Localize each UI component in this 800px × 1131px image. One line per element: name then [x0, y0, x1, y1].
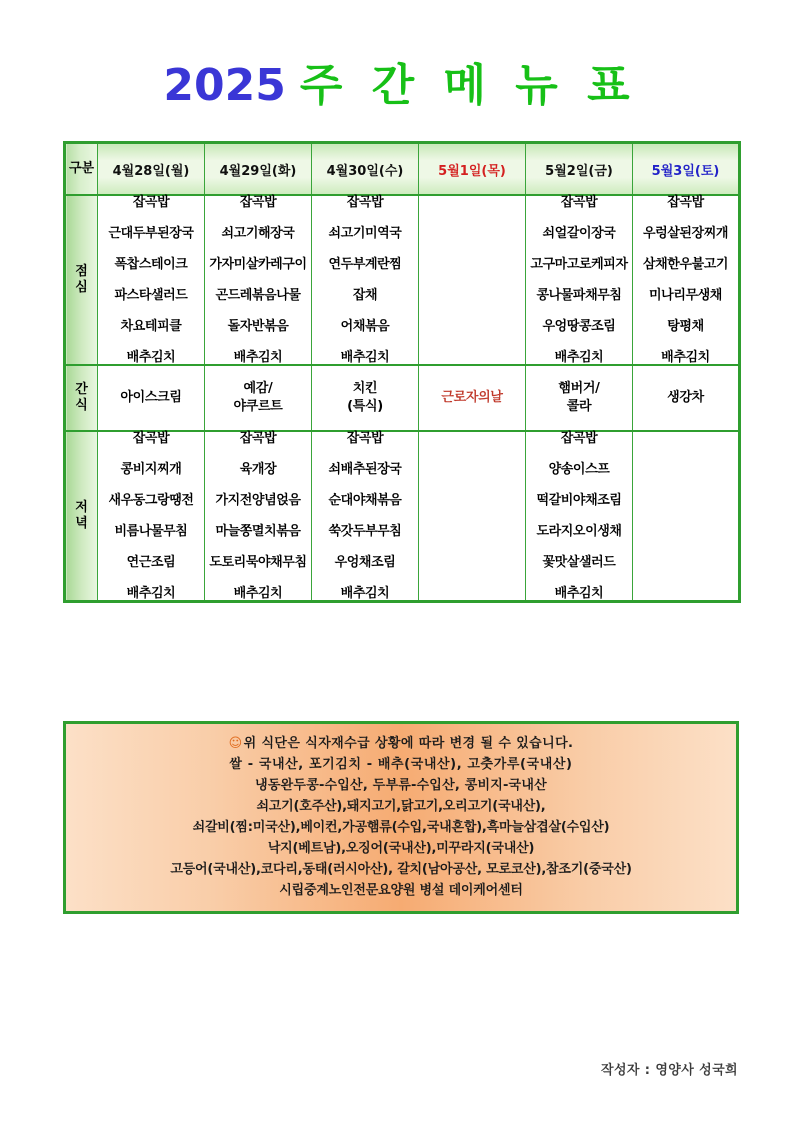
menu-note-box — [63, 721, 739, 914]
menu-cell — [98, 365, 205, 431]
dish-item: 잡곡밥 — [239, 195, 277, 210]
header-gubun: 구분 — [65, 143, 98, 196]
note-text: 위 식단은 식자재수급 상황에 따라 변경 될 수 있습니다. — [243, 736, 574, 751]
dish-item: 떡갈비야채조림 — [536, 493, 622, 508]
dish-item: 배추김치 — [126, 350, 176, 365]
dish-item: 배추김치 — [340, 586, 390, 601]
header-day-thu — [419, 143, 526, 196]
dish-item: 마늘쫑멸치볶음 — [215, 524, 301, 539]
note-line-4: 쇠갈비(찜:미국산),베이컨,가공햄류(수입,국내혼합),흑마늘삼겹살(수입산) — [192, 820, 610, 836]
dish-item: 순대야채볶음 — [328, 493, 402, 508]
snack-item: 햄버거/ — [558, 380, 600, 396]
dish-item: 비름나물무침 — [114, 524, 188, 539]
menu-cell — [312, 195, 419, 365]
section-label-text: 점심 — [75, 263, 88, 295]
section-label-2 — [65, 431, 98, 602]
day-label: 5월3일(토) — [651, 163, 720, 179]
weekly-menu-table — [63, 141, 741, 603]
snack-item: (특식) — [347, 399, 383, 414]
table-header-row — [65, 143, 740, 196]
note-line-7: 시립중계노인전문요양원 병설 데이케어센터 — [279, 883, 523, 899]
header-day-wed — [312, 143, 419, 196]
menu-cell — [419, 195, 526, 365]
day-label: 5월2일(금) — [545, 163, 613, 179]
dish-item: 쇠배추된장국 — [328, 462, 402, 477]
dish-item: 쇠고기미역국 — [328, 226, 402, 241]
menu-cell — [205, 195, 312, 365]
menu-cell — [98, 195, 205, 365]
dish-item: 가지전양념얹음 — [215, 493, 301, 508]
day-label: 4월30일(수) — [326, 163, 404, 179]
table-body — [65, 195, 740, 602]
dish-item: 곤드레볶음나물 — [215, 288, 301, 303]
menu-cell — [312, 431, 419, 602]
day-label: 4월28일(월) — [112, 163, 190, 179]
snack-item: 아이스크림 — [120, 389, 182, 405]
note-line-5: 낙지(베트남),오징어(국내산),미꾸라지(국내산) — [267, 841, 535, 857]
dish-item: 배추김치 — [554, 586, 604, 601]
header-day-mon — [98, 143, 205, 196]
dish-item: 우렁살된장찌개 — [642, 226, 729, 241]
day-label: 4월29일(화) — [219, 163, 297, 179]
title-main: 주 간 메 뉴 표 — [299, 60, 637, 111]
dish-item: 돌자반볶음 — [227, 319, 289, 334]
dish-item: 배추김치 — [233, 350, 283, 365]
dish-item: 배추김치 — [661, 350, 710, 365]
dish-item: 잡곡밥 — [560, 431, 598, 446]
dish-item: 잡곡밥 — [132, 195, 170, 210]
note-line-1: 쌀 - 국내산, 포기김치 - 배추(국내산), 고춧가루(국내산) — [229, 757, 573, 773]
menu-cell — [526, 365, 633, 431]
menu-cell — [633, 365, 740, 431]
dish-item: 우엉땅콩조림 — [542, 319, 616, 334]
smiley-icon: ☺ — [228, 736, 243, 751]
header-day-fri — [526, 143, 633, 196]
dish-item: 배추김치 — [554, 350, 604, 365]
dish-item: 우엉채조림 — [334, 555, 396, 570]
dish-item: 잡곡밥 — [132, 431, 170, 446]
snack-item: 치킨 — [352, 380, 378, 396]
note-line-2: 냉동완두콩-수입산, 두부류-수입산, 콩비지-국내산 — [255, 778, 547, 794]
dish-item: 잡채 — [352, 288, 378, 303]
dish-item: 잡곡밥 — [667, 195, 704, 210]
day-label: 5월1일(목) — [438, 163, 506, 179]
dish-item: 도토리묵야채무침 — [209, 555, 307, 570]
table-row — [65, 365, 740, 431]
snack-item: 근로자의날 — [441, 389, 503, 405]
dish-item: 파스타샐러드 — [114, 288, 188, 303]
dish-item: 쇠얼갈이장국 — [542, 226, 616, 241]
menu-cell — [205, 431, 312, 602]
section-label-0 — [65, 195, 98, 365]
dish-item: 차요테피클 — [120, 319, 182, 334]
menu-cell — [526, 431, 633, 602]
snack-item: 야쿠르트 — [233, 399, 283, 414]
note-line-6: 고등어(국내산),코다리,동태(러시아산), 갈치(남아공산, 모로코산),참조기(중국산) — [170, 862, 632, 878]
dish-item: 콩나물파채무침 — [536, 288, 622, 303]
dish-item: 새우동그랑땡전 — [108, 493, 194, 508]
table-row — [65, 431, 740, 602]
section-label-text: 저녁 — [75, 499, 88, 531]
section-label-1 — [65, 365, 98, 431]
dish-item: 잡곡밥 — [346, 195, 384, 210]
dish-item: 잡곡밥 — [239, 431, 277, 446]
dish-item: 쑥갓두부무침 — [328, 524, 402, 539]
dish-item: 미나리무생채 — [649, 288, 722, 303]
menu-cell — [98, 431, 205, 602]
dish-item: 배추김치 — [233, 586, 283, 601]
dish-item: 배추김치 — [126, 586, 176, 601]
menu-cell — [205, 365, 312, 431]
table-row — [65, 195, 740, 365]
menu-cell — [312, 365, 419, 431]
dish-item: 콩비지찌개 — [120, 462, 182, 477]
dish-item: 양송이스프 — [548, 462, 610, 477]
note-line-0 — [72, 733, 730, 754]
dish-item: 육개장 — [239, 462, 277, 477]
dish-item: 꽃맛살샐러드 — [542, 555, 616, 570]
menu-cell — [633, 431, 740, 602]
dish-item: 도라지오이생채 — [536, 524, 622, 539]
dish-item: 근대두부된장국 — [108, 226, 194, 241]
menu-cell — [526, 195, 633, 365]
snack-item: 콜라 — [566, 399, 592, 414]
dish-item: 연근조림 — [126, 555, 176, 570]
menu-cell — [633, 195, 740, 365]
section-label-text: 간식 — [75, 381, 88, 413]
header-day-sat — [633, 143, 740, 196]
snack-item: 생강차 — [667, 389, 704, 405]
dish-item: 어채볶음 — [340, 319, 390, 334]
dish-item: 배추김치 — [340, 350, 390, 365]
author-credit: 작성자 : 영양사 성국희 — [601, 1063, 738, 1078]
dish-item: 폭찹스테이크 — [114, 257, 188, 272]
note-line-3: 쇠고기(호주산),돼지고기,닭고기,오리고기(국내산), — [256, 799, 546, 815]
dish-item: 잡곡밥 — [346, 431, 384, 446]
page-title — [0, 62, 800, 110]
menu-cell — [419, 431, 526, 602]
title-year: 2025 — [163, 60, 286, 111]
snack-item: 예감/ — [243, 380, 273, 396]
dish-item: 가자미살카레구이 — [209, 257, 307, 272]
menu-cell — [419, 365, 526, 431]
header-day-tue — [205, 143, 312, 196]
dish-item: 고구마고로케피자 — [530, 257, 628, 272]
dish-item: 쇠고기해장국 — [221, 226, 295, 241]
dish-item: 연두부계란찜 — [328, 257, 402, 272]
dish-item: 탕평채 — [667, 319, 704, 334]
dish-item: 잡곡밥 — [560, 195, 598, 210]
dish-item: 삼채한우불고기 — [642, 257, 729, 272]
